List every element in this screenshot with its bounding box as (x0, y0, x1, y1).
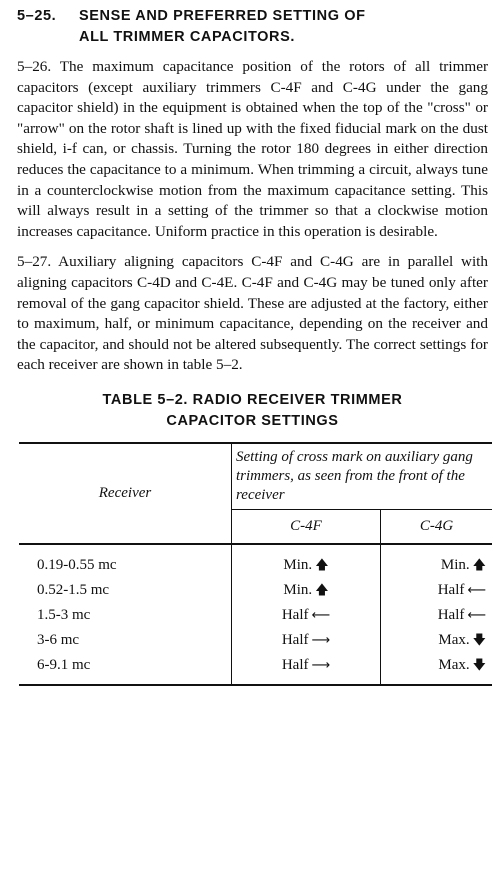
header-c4f: C-4F (232, 509, 381, 544)
paragraph-5-27: 5–27. Auxiliary aligning capacitors C-4F and C-4G are in parallel with aligning capacitors C-4D and C-4E. C-4F and C-4G may be tuned only after removal of the gang capacitor shield. These are adjusted at the factory, either to maximum, half, or minimum capacitance, depending on the receiver and the capacitor, and should not be altered subsequently. The correct settings for each receiver are shown in table 5–2. (17, 253, 488, 374)
cell-c4g-value: Half (437, 581, 465, 598)
cell-c4g (381, 544, 493, 578)
cell-c4f (232, 653, 381, 685)
trimmer-settings-table (19, 442, 492, 686)
table-title (17, 390, 488, 432)
arrow-up-icon: 🡅 (472, 557, 486, 573)
cell-receiver: 1.5-3 mc (19, 603, 232, 628)
cell-c4g-value: Min. (440, 556, 470, 573)
arrow-down-icon: 🡇 (472, 632, 486, 648)
cell-c4g (381, 578, 493, 603)
section-number: 5–25. (17, 8, 57, 24)
cell-c4f-value: Min. (283, 581, 313, 598)
arrow-left-icon: ⟵ (311, 607, 331, 623)
table-row (19, 628, 492, 653)
arrow-left-icon: ⟵ (467, 582, 486, 598)
cell-c4f (232, 578, 381, 603)
cell-receiver: 0.52-1.5 mc (19, 578, 232, 603)
arrow-up-icon: 🡅 (315, 557, 329, 573)
cell-receiver: 3-6 mc (19, 628, 232, 653)
arrow-down-icon: 🡇 (472, 657, 486, 673)
cell-receiver: 6-9.1 mc (19, 653, 232, 685)
header-receiver: Receiver (19, 443, 232, 544)
section-title-line1: SENSE AND PREFERRED SETTING OF (79, 8, 366, 24)
arrow-right-icon: ⟶ (311, 632, 331, 648)
cell-c4f-value: Half (281, 631, 309, 648)
cell-c4f (232, 603, 381, 628)
table-row (19, 653, 492, 685)
cell-c4g (381, 628, 493, 653)
arrow-up-icon: 🡅 (315, 582, 329, 598)
cell-c4f-value: Half (281, 606, 309, 623)
table-row (19, 544, 492, 578)
arrow-right-icon: ⟶ (311, 657, 331, 673)
table-title-line2: CAPACITOR SETTINGS (166, 412, 339, 429)
table-body (19, 544, 492, 685)
cell-c4f (232, 628, 381, 653)
section-title-line2: ALL TRIMMER CAPACITORS. (79, 29, 295, 45)
header-setting: Setting of cross mark on auxiliary gang trimmers, as seen from the front of the receiver (232, 443, 493, 510)
table-row (19, 603, 492, 628)
cell-receiver: 0.19-0.55 mc (19, 544, 232, 578)
cell-c4f (232, 544, 381, 578)
paragraph-5-26: 5–26. The maximum capacitance position of the rotors of all trimmer capacitors (except auxiliary trimmers C-4F and C-4G under the gang capacitor shield) in the equipment is obtained when the top of the "cross" or "arrow" on the rotor shaft is lined up with the fixed fiducial mark on the dust shield, i-f can, or chassis. Turning the rotor 180 degrees in either direction reduces the capacitance to a minimum. When trimming a circuit, always tune in a counterclockwise motion from the maximum capacitance setting. This will always result in a setting of the trimmer so that a clockwise motion increases capacitance. Uniform practice in this operation is desirable. (17, 58, 488, 240)
cell-c4g-value: Max. (438, 631, 470, 648)
cell-c4g-value: Half (437, 606, 465, 623)
header-c4g: C-4G (381, 509, 493, 544)
table-title-line1: TABLE 5–2. RADIO RECEIVER TRIMMER (102, 391, 403, 408)
cell-c4f-value: Half (281, 656, 309, 673)
table-row (19, 578, 492, 603)
cell-c4f-value: Min. (283, 556, 313, 573)
cell-c4g-value: Max. (438, 656, 470, 673)
arrow-left-icon: ⟵ (467, 607, 486, 623)
cell-c4g (381, 603, 493, 628)
cell-c4g (381, 653, 493, 685)
section-heading (17, 6, 488, 48)
